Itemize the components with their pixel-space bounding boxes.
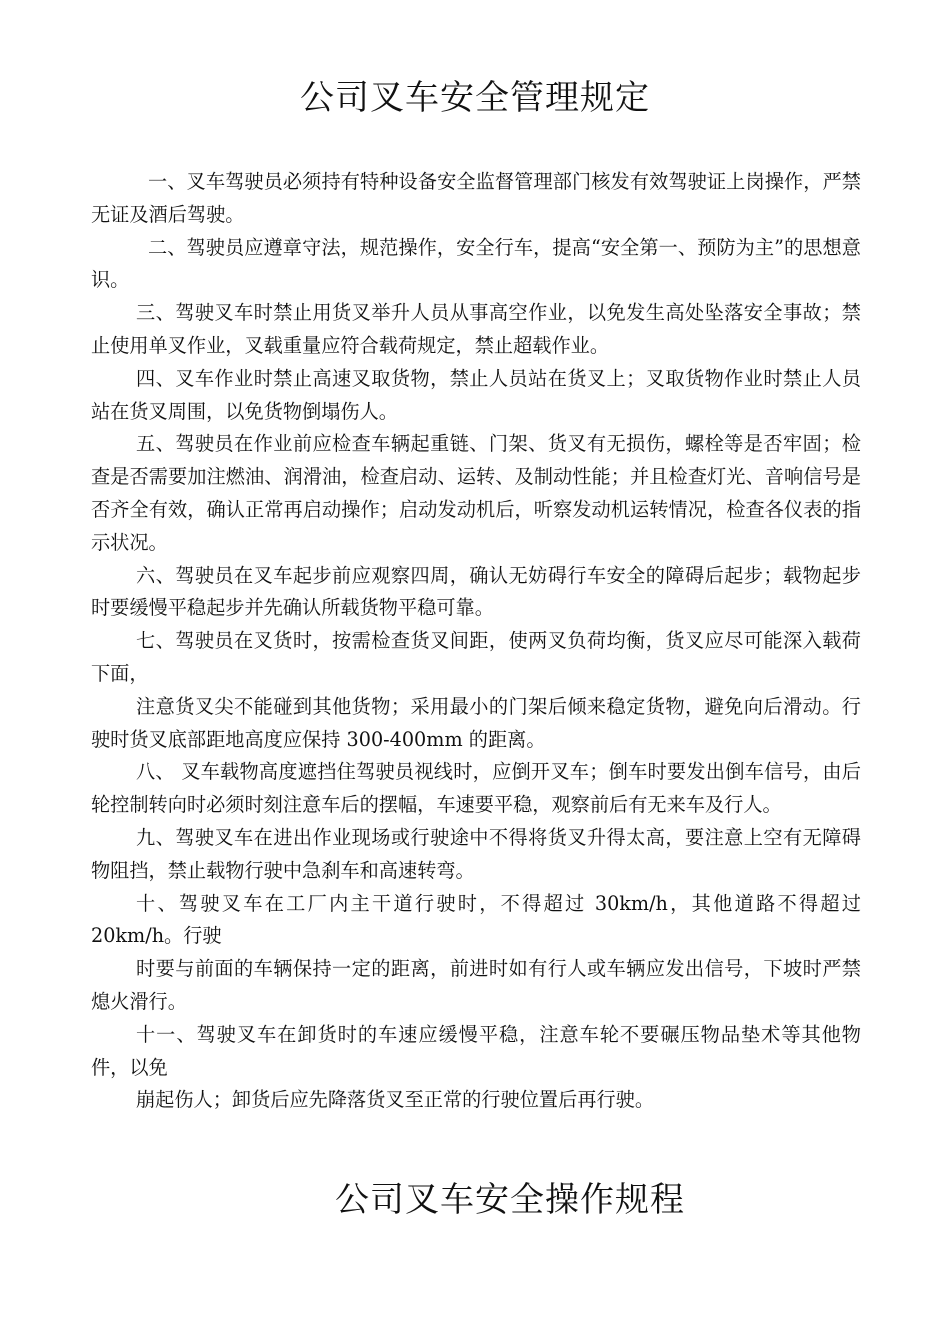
paragraph-5: 五、驾驶员在作业前应检查车辆起重链、门架、货叉有无损伤，螺栓等是否牢固；检查是否需要加注燃油、润滑油，检查启动、运转、及制动性能；并且检查灯光、音响信号是否齐全有效，确认正常再启动操作；启动发动机后，听察发动机运转情况，检查各仪表的指示状况。 [91,432,861,554]
paragraph-9: 九、驾驶叉车在进出作业现场或行驶途中不得将货叉升得太高，要注意上空有无障碍物阻挡，禁止载物行驶中急刹车和高速转弯。 [91,825,861,882]
paragraph-11-continued: 崩起伤人；卸货后应先降落货叉至正常的行驶位置后再行驶。 [136,1088,655,1112]
page-title: 公司叉车安全管理规定 [300,78,650,118]
paragraph-1: 一、叉车驾驶员必须持有特种设备安全监督管理部门核发有效驾驶证上岗操作，严禁无证及酒后驾驶。 [91,170,861,226]
paragraph-4: 四、叉车作业时禁止高速叉取货物，禁止人员站在货叉上；叉取货物作业时禁止人员站在货叉周围，以免货物倒塌伤人。 [91,366,861,423]
section-title: 公司叉车安全操作规程 [335,1180,685,1220]
paragraph-7-continued: 注意货叉尖不能碰到其他货物；采用最小的门架后倾来稳定货物，避免向后滑动。行驶时货叉底部距地高度应保持 300-400mm 的距离。 [91,694,861,751]
paragraph-2: 二、驾驶员应遵章守法，规范操作，安全行车，提高“安全第一、预防为主”的思想意识。 [91,235,861,292]
paragraph-7: 七、驾驶员在叉货时，按需检查货叉间距，使两叉负荷均衡，货叉应尽可能深入载荷下面， [91,629,861,685]
regulation-body [91,166,861,1117]
paragraph-8: 八、 叉车载物高度遮挡住驾驶员视线时，应倒开叉车；倒车时要发出倒车信号，由后轮控制转向时必须时刻注意车后的摆幅，车速要平稳，观察前后有无来车及行人。 [91,760,861,817]
paragraph-10: 十、驾驶叉车在工厂内主干道行驶时，不得超过 30km/h，其他道路不得超过 20km/h。行驶 [91,891,861,948]
paragraph-6: 六、驾驶员在叉车起步前应观察四周，确认无妨碍行车安全的障碍后起步；载物起步时要缓慢平稳起步并先确认所载货物平稳可靠。 [91,563,861,620]
paragraph-3: 三、驾驶叉车时禁止用货叉举升人员从事高空作业，以免发生高处坠落安全事故；禁止使用单叉作业，叉载重量应符合载荷规定，禁止超载作业。 [91,301,861,357]
paragraph-10-continued: 时要与前面的车辆保持一定的距离，前进时如有行人或车辆应发出信号，下坡时严禁熄火滑行。 [91,957,861,1013]
paragraph-11: 十一、驾驶叉车在卸货时的车速应缓慢平稳，注意车轮不要碾压物品垫术等其他物件，以免 [91,1022,861,1079]
